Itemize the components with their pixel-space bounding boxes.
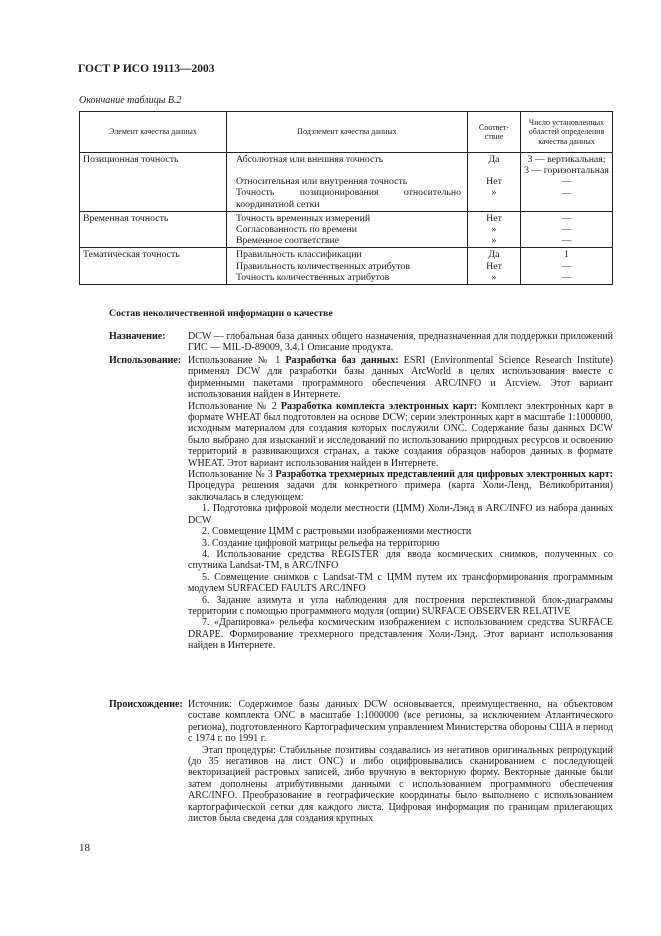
table-caption: Окончание таблицы В.2 — [79, 95, 182, 106]
element-cell: Позиционная точность — [80, 153, 227, 212]
subelement: Правильность классификации — [236, 249, 362, 261]
subelement: Относительная или внутренняя точность — [236, 176, 408, 188]
page-number: 18 — [79, 842, 90, 854]
count-cell — [521, 211, 613, 248]
compliance-value: Нет — [486, 176, 502, 188]
count-value: — — [561, 212, 572, 224]
section-title: Состав неколичественной информации о качестве — [109, 308, 333, 319]
compliance-value: » — [491, 271, 497, 283]
col-header-subelement: Подэлемент качества данных — [227, 112, 468, 153]
count-cell — [521, 248, 613, 285]
usage-2: Использование № 2 Разработка комплекта электронных карт: Комплект электронных карт в формате WHEAT был подготовлен на основе DCW; серии электронных карт в масштабе 1:1000000, исходным материалом для создания которых послужили ONC. Содержание базы данных DCW было выбрано для изысканий и исследований по использованию природных ресурсов и освоению территорий в развивающихся странах, а также создания образцов наборов данных в формате WHEAT. Этот вариант использования найден в Интернете. — [188, 400, 613, 469]
purpose-label: Назначение: — [109, 331, 166, 342]
subelement: Временное соответствие — [236, 235, 340, 247]
count-value: — — [561, 235, 572, 247]
quality-table — [79, 111, 613, 285]
col-header-count: Число установленных областей определения качества данных — [521, 112, 613, 153]
list-item: 7. «Драпировка» рельефа космическим изображением с использованием средства SURFACE DRAPE. Формирование трехмерного представления Холи-Лэнд. Этот вариант использования найден в Интернете. — [188, 617, 613, 652]
count-value: — — [561, 260, 572, 272]
compliance-value: » — [491, 187, 497, 199]
table-row — [80, 153, 613, 212]
list-item: 4. Использование средства REGISTER для ввода космических снимков, полученных со спутника Landsat-TM, в ARC/INFO — [188, 548, 613, 572]
compliance-value: Да — [488, 154, 500, 165]
element-cell: Временная точность — [80, 211, 227, 248]
count-value: 1 — [564, 249, 569, 261]
compliance-cell — [468, 211, 521, 248]
purpose-text: DCW — глобальная база данных общего назначения, предназначенная для поддержки приложений ГИС — MIL-D-89009, 3.4.1 Описание продукта. — [188, 331, 613, 354]
subelement: Точность количественных атрибутов — [236, 271, 390, 283]
subelement: Точность позиционирования относительно координатной сетки — [236, 187, 461, 210]
origin-step: Этап процедуры: Стабильные позитивы создавались из негативов оригинальных репродукций (до 35 негативов на лист ONC) и либо оцифровывались сканированием с последующей векторизацией растровых записей, либо вручную в векторную форму. Векторные данные были затем дополнены атрибутивными данными с использованием программного обеспечения ARC/INFO. Преобразование в географические координаты было выполнено с использованием картографической сетки для каждого листа. Цифровая информация по границам прилегающих листов была сведена для создания крупных — [188, 744, 613, 825]
purpose-block — [109, 331, 613, 354]
subelement-cell — [227, 211, 468, 248]
compliance-value: Да — [488, 249, 500, 261]
list-item: 6. Задание азимута и угла наблюдения для построения перспективной блок-диаграммы территории с помощью программного модуля (опции) SURFACE OBSERVER RELATIVE — [188, 594, 613, 617]
usage-label: Использование: — [109, 355, 182, 366]
compliance-value: » — [491, 235, 497, 247]
usage-3: Использование № 3 Разработка трехмерных представлений для цифровых электронных карт: Процедура решения задачи для конкретного примера (карта Холи-Ленд, Великобритания) заключалась в следующем: — [188, 469, 613, 503]
count-value: — — [561, 271, 572, 283]
subelement: Абсолютная или внешняя точность — [236, 154, 384, 165]
subelement-cell — [227, 153, 468, 212]
compliance-cell — [468, 153, 521, 212]
subelement: Правильность количественных атрибутов — [236, 260, 410, 272]
element-cell: Тематическая точность — [80, 248, 227, 285]
count-value: — — [561, 224, 572, 236]
list-item: 3. Создание цифровой матрицы рельефа на территорию — [202, 537, 440, 549]
subelement: Точность временных измерений — [236, 212, 371, 224]
list-item: 1. Подготовка цифровой модели местности (ЦММ) Холи-Лэнд в ARC/INFO из набора данных DCW — [188, 503, 613, 526]
table-row — [80, 248, 613, 285]
compliance-value: Нет — [486, 212, 502, 224]
subelement: Согласованность по времени — [236, 224, 357, 236]
list-item: 5. Совмещение снимков с Landsat-TM с ЦММ путем их трансформирования программным модулем SURFACED FAULTS ARC/INFO — [188, 571, 613, 595]
compliance-value: » — [491, 224, 497, 236]
count-value: — — [561, 176, 572, 188]
usage-block — [109, 355, 613, 652]
origin-block — [109, 699, 613, 824]
compliance-value: Нет — [486, 260, 502, 272]
count-cell — [521, 153, 613, 212]
subelement-cell — [227, 248, 468, 285]
col-header-compliance: Соответ-ствие — [468, 112, 521, 153]
document-header: ГОСТ Р ИСО 19113—2003 — [78, 63, 215, 75]
count-value: 3 — горизонтальная — [524, 165, 609, 177]
list-item: 2. Совмещение ЦММ с растровыми изображениями местности — [202, 526, 472, 538]
count-value: — — [561, 187, 572, 199]
table-row — [80, 211, 613, 248]
origin-label: Происхождение: — [109, 699, 183, 710]
compliance-cell — [468, 248, 521, 285]
usage-1: Использование № 1 Разработка баз данных: ESRI (Environmental Science Research Institute) применял DCW для разработки базы данных ArcWorld в целях использования вместе с фирменными пакетами программного обеспечения ARC/INFO и Arcview. Этот вариант использования найден в Интернете. — [188, 355, 613, 401]
count-value: 3 — вертикальная; — [527, 154, 606, 165]
col-header-element: Элемент качества данных — [80, 112, 227, 153]
origin-source: Источник: Содержимое базы данных DCW основывается, преимущественно, на объектовом составе комплекта ONC в масштабе 1:1000000 (все регионы, за исключением Атлантического региона), подготовленного Картографическим управлением Министерства обороны США в период с 1974 г. по 1991 г. — [188, 699, 613, 745]
